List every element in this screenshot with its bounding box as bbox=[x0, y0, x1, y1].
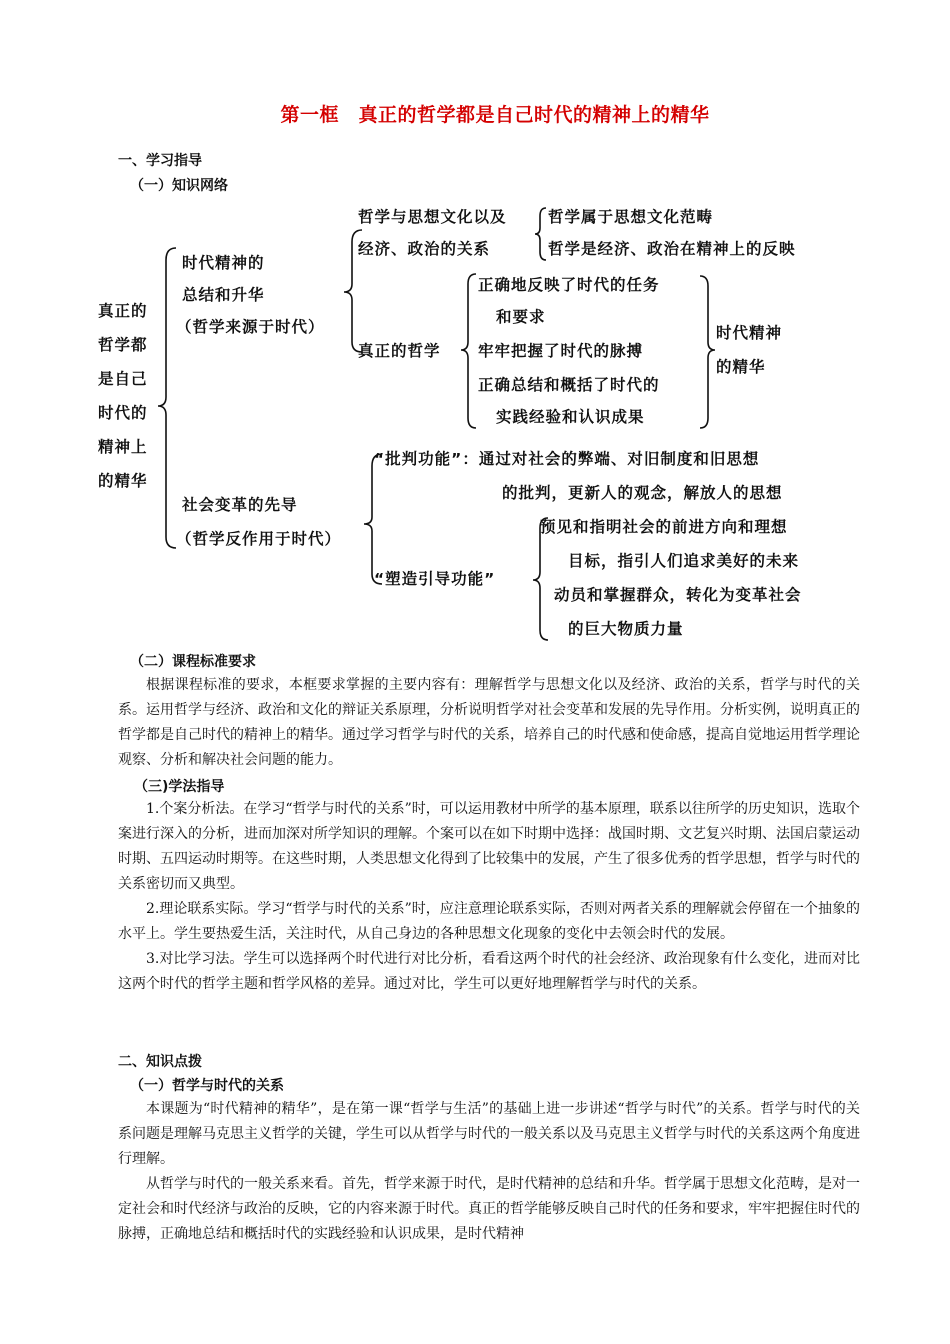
method-paragraph: 3.对比学习法。学生可以选择两个时代进行对比分析，看看这两个时代的社会经济、政治现象有什么变化，进而对比这两个时代的哲学主题和哲学风格的差异。通过对比，学生可以更好地理解哲学与时代的关系。 bbox=[118, 951, 860, 992]
b2b-item: 动员和掌握群众，转化为变革社会 bbox=[554, 586, 802, 604]
b1b-item: 正确地反映了时代的任务 bbox=[478, 276, 660, 294]
b1b-item: 和要求 bbox=[496, 308, 546, 326]
root-line: 时代的 bbox=[98, 404, 148, 422]
b1a-item: 哲学属于思想文化范畴 bbox=[548, 208, 714, 226]
b2b-item: 的巨大物质力量 bbox=[568, 620, 684, 638]
methods-text bbox=[118, 797, 860, 997]
root-line: 是自己 bbox=[98, 370, 148, 388]
root-line: 真正的 bbox=[98, 302, 148, 320]
b1b-brace bbox=[461, 274, 476, 428]
section2-paragraph: 从哲学与时代的一般关系来看。首先，哲学来源于时代，是时代精神的总结和升华。哲学属于思想文化范畴，是对一定社会和时代经济与政治的反映，它的内容来源于时代。真正的哲学能够反映自己时代的任务和要求，牢牢把握住时代的脉搏，正确地总结和概括时代的实践经验和认识成果，是时代精神 bbox=[118, 1176, 860, 1242]
method-paragraph: 2.理论联系实际。学习“哲学与时代的关系”时，应注意理论联系实际，否则对两者关系的理解就会停留在一个抽象的水平上。学生要热爱生活，关注时代，从自己身边的各种思想文化现象的变化中去领会时代的发展。 bbox=[118, 901, 860, 942]
root-line: 哲学都 bbox=[98, 336, 148, 354]
section2-paragraph: 本课题为“时代精神的精华”，是在第一课“哲学与生活”的基础上进一步讲述“哲学与时代”的关系。哲学与时代的关系问题是理解马克思主义哲学的关键，学生可以从哲学与时代的一般关系以及马克思主义哲学与时代的关系这两个角度进行理解。 bbox=[118, 1101, 860, 1167]
root-line: 的精华 bbox=[98, 472, 148, 490]
b1b-result: 时代精神 bbox=[716, 324, 783, 342]
branch2-line: 社会变革的先导 bbox=[182, 496, 298, 514]
page-title: 第一框 真正的哲学都是自己时代的精神上的精华 bbox=[280, 104, 710, 126]
branch1-line: （哲学来源于时代） bbox=[176, 318, 325, 336]
b1a-brace bbox=[535, 208, 546, 260]
diagram-root bbox=[98, 301, 148, 490]
section2-text bbox=[118, 1097, 860, 1247]
b1b-item: 实践经验和认识成果 bbox=[496, 408, 645, 426]
b1b-label: 真正的哲学 bbox=[358, 342, 441, 360]
curriculum-text bbox=[118, 673, 860, 773]
branch2-brace bbox=[364, 454, 382, 584]
b2a-label: “批判功能”：通过对社会的弊端、对旧制度和旧思想 bbox=[374, 450, 760, 468]
branch1-line: 总结和升华 bbox=[182, 286, 265, 304]
curriculum-paragraph: 根据课程标准的要求，本框要求掌握的主要内容有：理解哲学与思想文化以及经济、政治的关系，哲学与时代的关系。运用哲学与经济、政治和文化的辩证关系原理，分析说明哲学对社会变革和发展的先导作用。分析实例，说明真正的哲学都是自己时代的精神上的精华。通过学习哲学与时代的关系，培养自己的时代感和使命感，提高自觉地运用哲学理论观察、分析和解决社会问题的能力。 bbox=[118, 677, 860, 768]
b1b-close-brace bbox=[700, 276, 715, 428]
philosophy-era-heading: （一）哲学与时代的关系 bbox=[130, 1078, 284, 1094]
b2b-brace bbox=[533, 518, 548, 640]
b1a-item: 哲学是经济、政治在精神上的反映 bbox=[548, 240, 796, 258]
b2a-cont: 的批判，更新人的观念，解放人的思想 bbox=[502, 484, 783, 502]
b1b-item: 牢牢把握了时代的脉搏 bbox=[478, 342, 644, 360]
b2b-item: 目标，指引人们追求美好的未来 bbox=[568, 552, 800, 570]
methods-heading: （三)学法指导 bbox=[134, 779, 225, 795]
curriculum-heading: （二）课程标准要求 bbox=[130, 654, 256, 670]
b1a-label-line: 哲学与思想文化以及 bbox=[358, 208, 507, 226]
branch2-line: （哲学反作用于时代） bbox=[176, 530, 342, 548]
main-brace bbox=[158, 248, 176, 548]
b1b-item: 正确总结和概括了时代的 bbox=[478, 376, 660, 394]
knowledge-network-heading: （一）知识网络 bbox=[130, 178, 228, 194]
b2b-label: “塑造引导功能” bbox=[374, 570, 496, 588]
b1a-label-line: 经济、政治的关系 bbox=[358, 240, 491, 258]
section1-heading: 一、学习指导 bbox=[118, 153, 202, 169]
branch1-line: 时代精神的 bbox=[182, 254, 265, 272]
knowledge-network-diagram bbox=[0, 192, 950, 652]
section2-heading: 二、知识点拨 bbox=[118, 1054, 202, 1070]
b1b-result: 的精华 bbox=[716, 358, 766, 376]
root-line: 精神上 bbox=[98, 438, 148, 456]
b2b-item: 预见和指明社会的前进方向和理想 bbox=[540, 518, 788, 536]
method-paragraph: 1.个案分析法。在学习“哲学与时代的关系”时，可以运用教材中所学的基本原理，联系以往所学的历史知识，选取个案进行深入的分析，进而加深对所学知识的理解。个案可以在如下时期中选择：战国时期、文艺复兴时期、法国启蒙运动时期、五四运动时期等。在这些时期，人类思想文化得到了比较集中的发展，产生了很多优秀的哲学思想，哲学与时代的关系密切而又典型。 bbox=[118, 801, 860, 892]
